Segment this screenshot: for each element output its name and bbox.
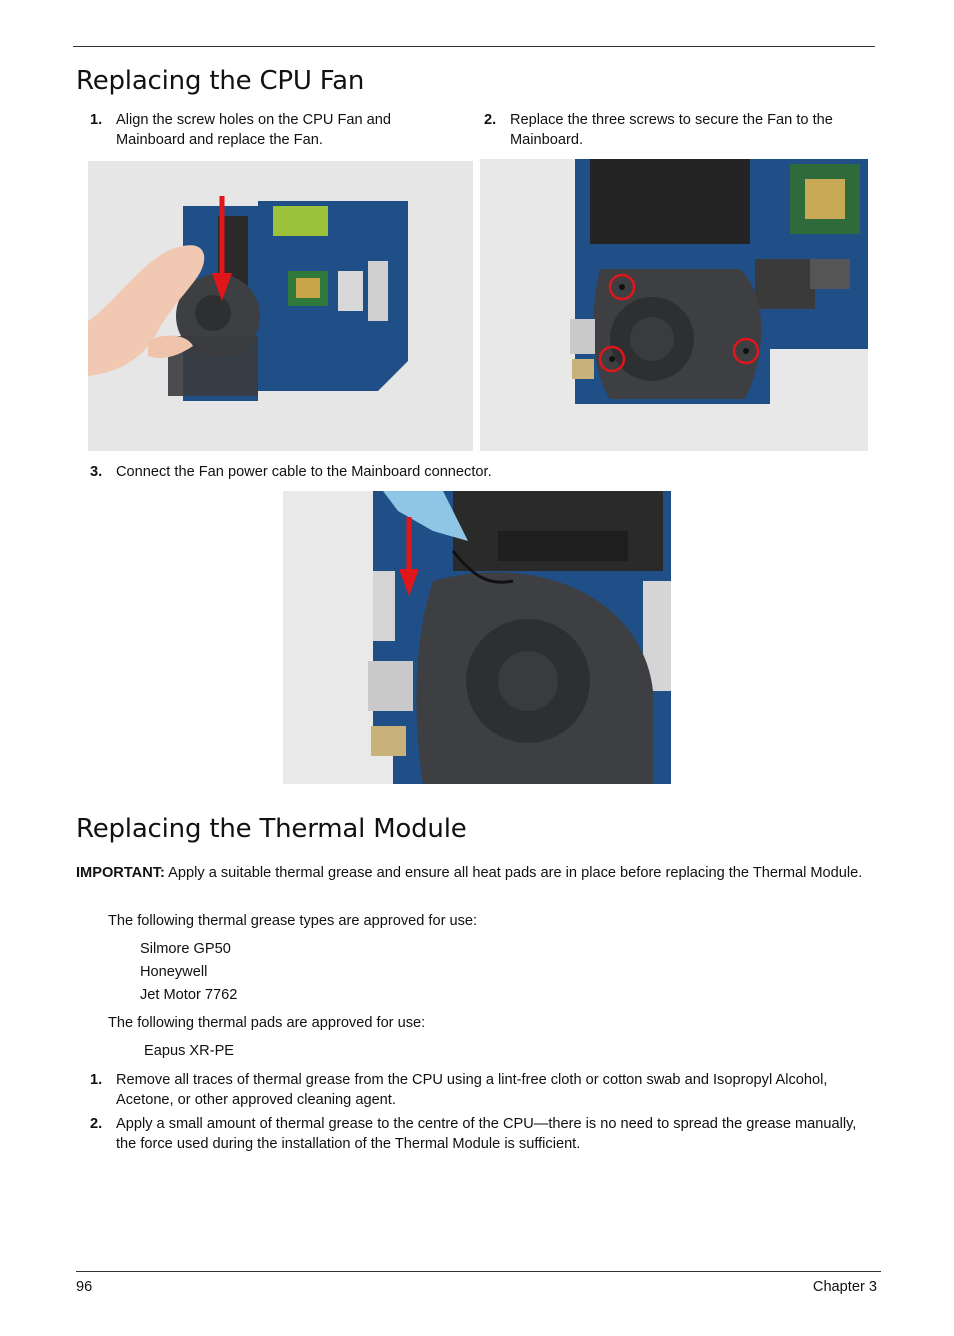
important-label: IMPORTANT: (76, 865, 165, 881)
photo-fan-cable (283, 491, 671, 784)
important-note (76, 863, 876, 883)
grease-intro: The following thermal grease types are approved for use: (108, 913, 478, 929)
photo-fan-screws (480, 159, 868, 451)
grease-type: Silmore GP50 (140, 941, 231, 957)
step-number: 3. (90, 464, 103, 480)
top-rule (73, 46, 875, 47)
page-number: 96 (76, 1279, 93, 1295)
important-text: Apply a suitable thermal grease and ensure all heat pads are in place before replacing the Thermal Module. (164, 865, 863, 881)
chapter-label: Chapter 3 (812, 1279, 877, 1295)
step-number: 2. (90, 1116, 103, 1132)
photo-align-fan (88, 161, 473, 451)
pad-type: Eapus XR-PE (144, 1043, 235, 1059)
thermal-module-heading: Replacing the Thermal Module (76, 814, 467, 844)
step-text: Apply a small amount of thermal grease to the centre of the CPU—there is no need to spread the grease manually, the force used during the installation of the Thermal Module is sufficient. (116, 1116, 857, 1152)
step-number: 1. (90, 112, 103, 128)
step-text: Remove all traces of thermal grease from the CPU using a lint-free cloth or cotton swab and Isopropyl Alcohol, Acetone, or other approved cleaning agent. (116, 1072, 828, 1108)
grease-type: Honeywell (140, 964, 208, 980)
step-number: 2. (484, 112, 497, 128)
step-text: Replace the three screws to secure the Fan to the Mainboard. (510, 112, 833, 148)
step-text: Align the screw holes on the CPU Fan and Mainboard and replace the Fan. (116, 112, 392, 148)
cpu-fan-heading: Replacing the CPU Fan (76, 66, 365, 96)
grease-type: Jet Motor 7762 (140, 987, 238, 1003)
step-number: 1. (90, 1072, 103, 1088)
step-text: Connect the Fan power cable to the Mainboard connector. (116, 464, 492, 480)
pads-intro: The following thermal pads are approved for use: (108, 1015, 426, 1031)
bottom-rule (76, 1271, 881, 1272)
